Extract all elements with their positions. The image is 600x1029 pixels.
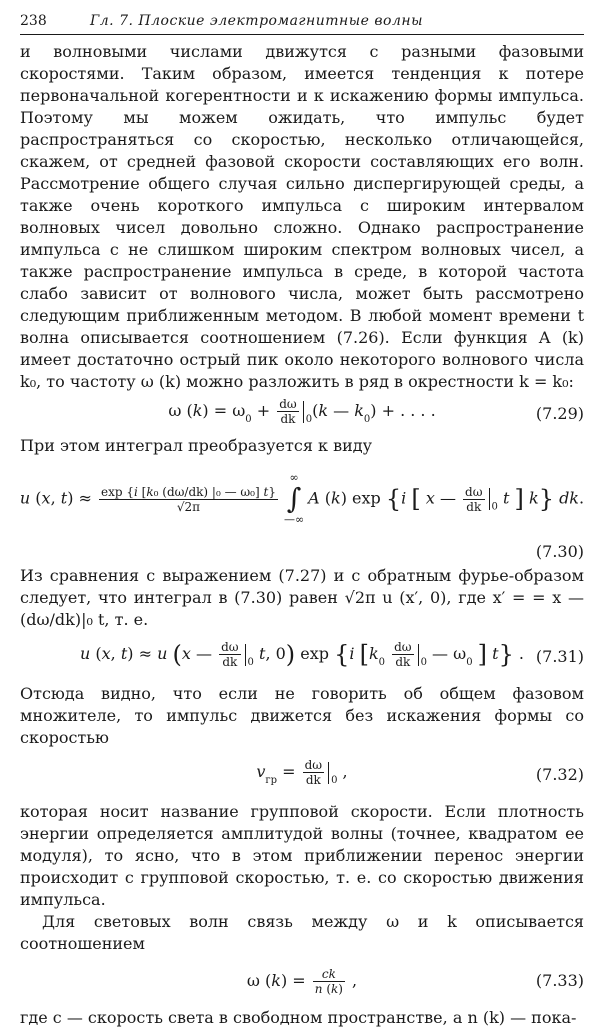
equation-7-30-body: u (x, t) ≈ $\frac{\text{exp \{i [k₀ (dω/dk) |₀ — ω₀] t\}}}{√2\pi}$ ∞ ∫ —∞ A (k) exp {i [ x — $\frac{d\omega}{dk}$ $_0$ t ] k} dk. (19, 471, 585, 526)
equation-7-29 (20, 397, 584, 431)
paragraph-7: где c — скорость света в свободном пространстве, а n (k) — пока- (20, 1008, 577, 1027)
page-header (20, 10, 584, 35)
running-title: Гл. 7. Плоские электромагнитные волны (90, 13, 423, 29)
equation-7-33-body: ω (k) = $\frac{ck}{n (k)}$ , (246, 966, 358, 996)
equation-number: (7.32) (535, 765, 584, 784)
paragraph-4: Отсюда видно, что если не говорить об общем фазовом множителе, то импульс движется без искажения формы со скоростью (20, 684, 584, 747)
equation-number: (7.30) (535, 542, 584, 561)
equation-7-32-body: $v_{гр}$ = $\frac{d\omega}{dk}$ $_0$ , (256, 758, 348, 787)
equation-7-32 (20, 753, 584, 797)
equation-number: (7.31) (535, 647, 584, 666)
paragraph-6: Для световых волн связь между ω и k описывается соотношением (20, 912, 584, 953)
paragraph-2: При этом интеграл преобразуется к виду (20, 436, 373, 455)
paragraph-3: Из сравнения с выражением (7.27) и с обратным фурье-образом следует, что интеграл в (7.30) равен √2π u (x′, 0), где x′ = = x — (dω/dk)|₀ t, т. е. (20, 566, 584, 629)
page-number: 238 (20, 13, 47, 29)
paragraph-1: и волновыми числами движутся с разными фазовыми скоростями. Таким образом, имеется тенденция к потере первоначальной когерентности и к искажению формы импульса. Поэтому мы можем ожидать, что импульс будет распространяться со скоростью, несколько отличающейся, скажем, от средней фазовой скорости составляющих его волн. Рассмотрение общего случая сильно диспергирующей среды, а также очень короткого импульса с широким интервалом волновых чисел довольно сложно. Однако распространение импульса с не слишком широким спектром волновых чисел, а также распространение импульса в среде, в которой частота слабо зависит от волнового числа, может быть рассмотрено следующим приближенным методом. В любой момент времени t волна описывается соотношением (7.26). Если функция A (k) имеет достаточно острый пик около некоторого волнового числа k₀, то частоту ω (k) можно разложить в ряд в окрестности k = k₀: (20, 42, 584, 391)
equation-7-31-body: u (x, t) ≈ u (x — $\frac{d\omega}{dk}$ $_0$ t, 0) exp {i [$k_0$ $\frac{d\omega}{dk}$ $_0$ — $\omega_0$ ] t} . (79, 640, 525, 669)
equation-number: (7.33) (535, 971, 584, 990)
equation-7-29-body: ω $(k) = \omega_0$ + $\frac{d\omega}{dk}$ $_0$(k — $k_0$) + . . . . (168, 397, 436, 426)
equation-number: (7.29) (535, 404, 584, 423)
spacer (20, 541, 584, 565)
equation-7-30 (19, 461, 585, 561)
equation-7-31 (20, 635, 584, 679)
paragraph-5: которая носит название групповой скорости. Если плотность энергии определяется амплитудой волны (точнее, квадратом ее модуля), то ясно, что в этом приближении перенос энергии происходит с групповой скоростью, т. е. со скоростью движения импульса. (20, 802, 584, 909)
equation-7-33 (20, 959, 584, 1003)
